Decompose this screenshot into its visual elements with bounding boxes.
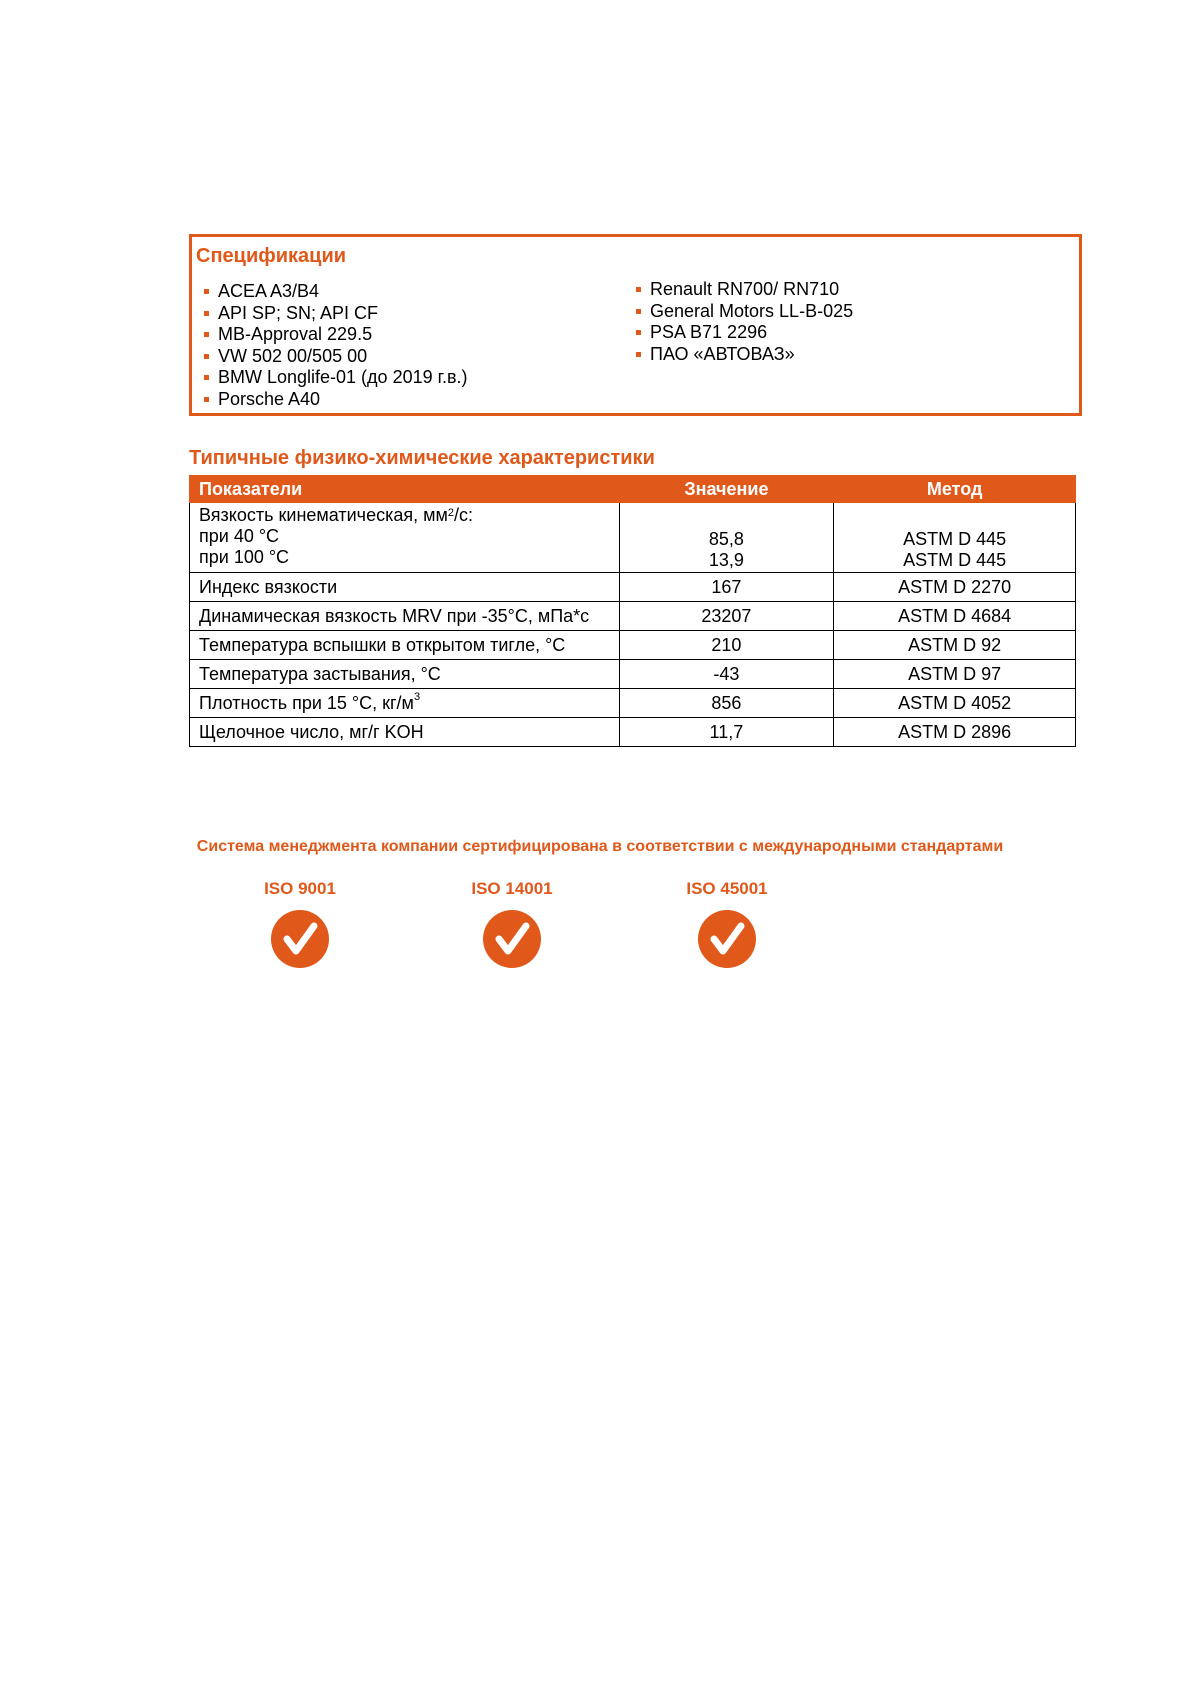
header-method: Метод [834, 476, 1076, 503]
spec-item: PSA B71 2296 [634, 322, 853, 344]
bullet-icon [204, 375, 209, 380]
table-row: Щелочное число, мг/г KOH 11,7 ASTM D 2896 [190, 718, 1076, 747]
certification-caption: Система менеджмента компании сертифицирована в соответствии с международными стандартами [196, 838, 1004, 855]
table-row: Индекс вязкости 167 ASTM D 2270 [190, 573, 1076, 602]
spec-item: Porsche A40 [202, 389, 468, 411]
check-circle-icon [270, 909, 330, 969]
iso-45001-badge [667, 879, 787, 969]
bullet-icon [204, 354, 209, 359]
viscosity-values: 85,8 13,9 [619, 503, 834, 573]
specifications-left-list [202, 281, 468, 410]
bullet-icon [636, 287, 641, 292]
bullet-icon [636, 309, 641, 314]
check-circle-icon [697, 909, 757, 969]
bullet-icon [204, 397, 209, 402]
spec-item: ПАО «АВТОВАЗ» [634, 344, 853, 366]
header-indicator: Показатели [190, 476, 620, 503]
spec-item: General Motors LL-B-025 [634, 301, 853, 323]
table-row [190, 503, 1076, 573]
table-row: Температура вспышки в открытом тигле, °С 210 ASTM D 92 [190, 631, 1076, 660]
viscosity-label: Вязкость кинематическая, $мм^2/с$: при 40 °С при 100 °С [190, 503, 620, 573]
viscosity-methods: ASTM D 445 ASTM D 445 [834, 503, 1076, 573]
iso-label: ISO 14001 [471, 879, 553, 898]
spec-item: BMW Longlife-01 (до 2019 г.в.) [202, 367, 468, 389]
spec-item: ACEA A3/B4 [202, 281, 468, 303]
header-value: Значение [619, 476, 834, 503]
table-row: Температура застывания, °С -43 ASTM D 97 [190, 660, 1076, 689]
characteristics-title: Типичные физико-химические характеристики [189, 447, 655, 469]
bullet-icon [636, 330, 641, 335]
table-header-row [190, 476, 1076, 503]
specifications-right-list [634, 279, 853, 365]
iso-label: ISO 45001 [686, 879, 768, 898]
spec-item: MB-Approval 229.5 [202, 324, 468, 346]
iso-9001-badge [240, 879, 360, 969]
specifications-box [189, 234, 1082, 416]
table-row: Динамическая вязкость MRV при -35°С, мПа*с 23207 ASTM D 4684 [190, 602, 1076, 631]
specifications-title: Спецификации [196, 245, 347, 267]
spec-item: Renault RN700/ RN710 [634, 279, 853, 301]
iso-14001-badge [452, 879, 572, 969]
iso-label: ISO 9001 [264, 879, 336, 898]
spec-item: VW 502 00/505 00 [202, 346, 468, 368]
bullet-icon [204, 289, 209, 294]
table-row: Плотность при 15 °С, $кг/м^3$ 856 ASTM D 4052 [190, 689, 1076, 718]
characteristics-table [189, 475, 1076, 747]
bullet-icon [204, 311, 209, 316]
density-label: Плотность при 15 °С, $кг/м^3$ [190, 689, 620, 718]
spec-item: API SP; SN; API CF [202, 303, 468, 325]
bullet-icon [204, 332, 209, 337]
check-circle-icon [482, 909, 542, 969]
bullet-icon [636, 352, 641, 357]
